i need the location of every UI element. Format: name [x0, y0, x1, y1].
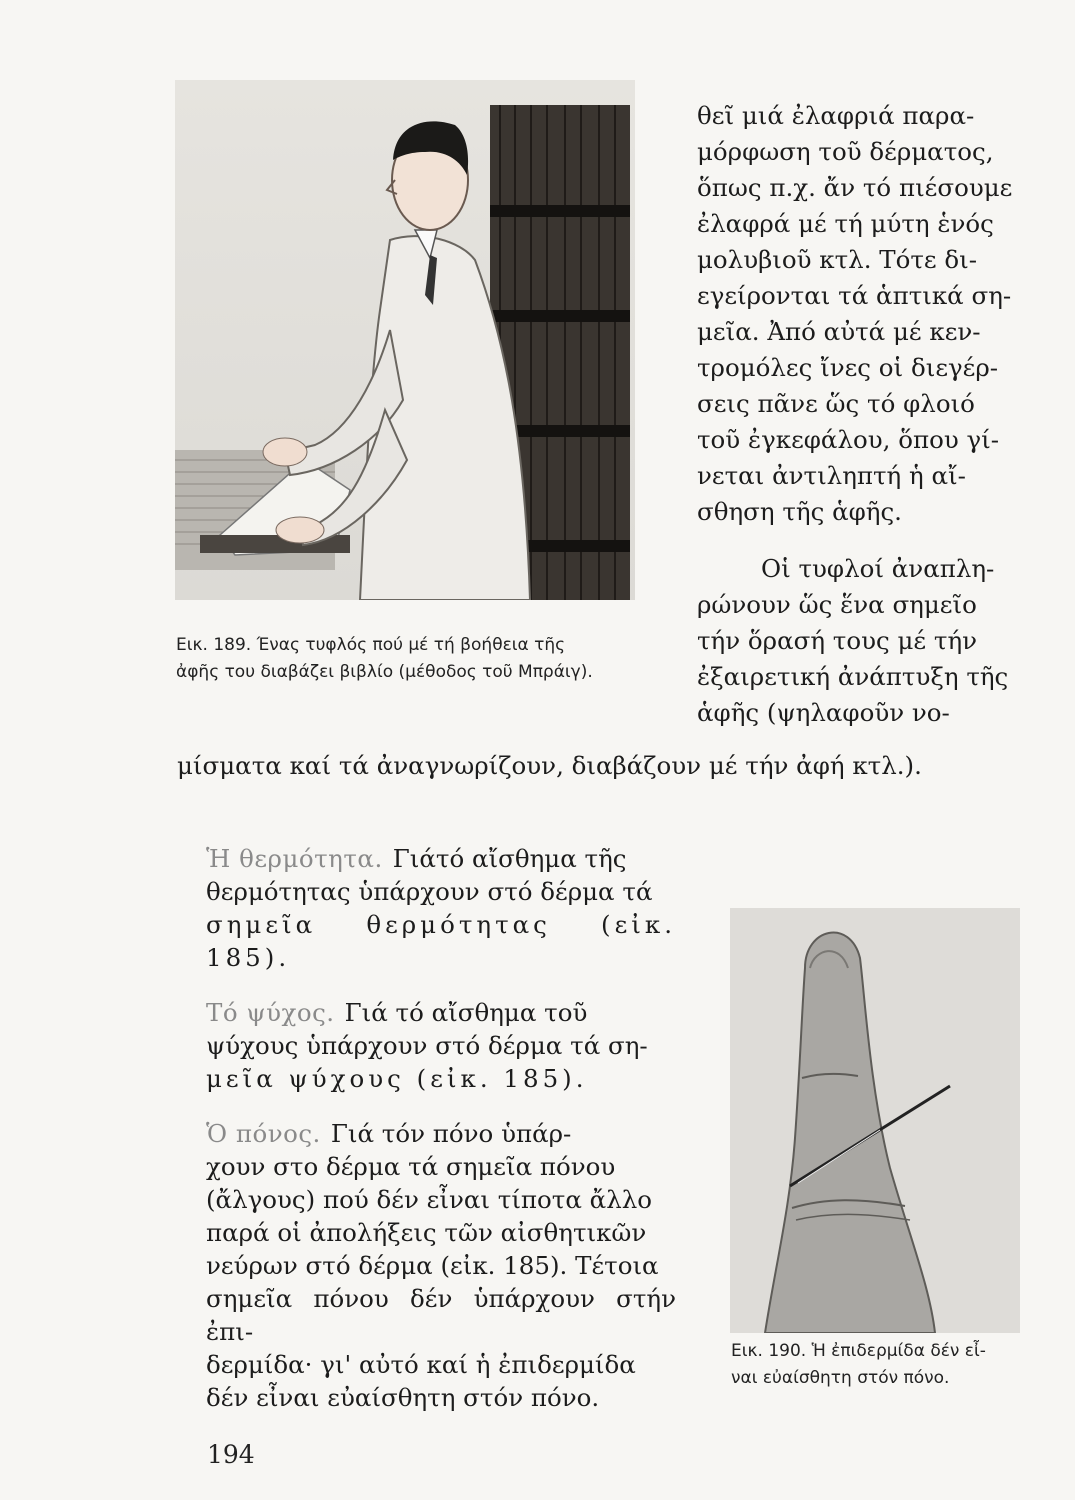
text-line: σεις πᾶνε ὥς τό φλοιό	[697, 389, 975, 418]
text-line: νεται ἀντιληπτή ἡ αἴ-	[697, 461, 966, 490]
text-line: χουν στο δέρμα τά σημεῖα πόνου	[206, 1152, 616, 1181]
text-line: ρώνουν ὥς ἕνα σημεῖο	[697, 590, 977, 619]
text-line: τήν ὅρασή τους μέ τήν	[697, 626, 978, 655]
text-line: μολυβιοῦ κτλ. Τότε δι-	[697, 245, 978, 274]
text-line: ἐλαφρά μέ τή μύτη ἑνός	[697, 209, 994, 238]
figure-190-caption	[731, 1338, 1051, 1392]
text-line: ψύχους ὑπάρχουν στό δέρμα τά ση-	[206, 1031, 648, 1060]
text-line: Γιάτό αἴσθημα τῆς	[392, 844, 627, 873]
section-pain	[206, 1117, 676, 1414]
text-line: τοῦ ἐγκεφάλου, ὅπου γί-	[697, 425, 1000, 454]
full-width-line: μίσματα καί τά ἀναγνωρίζουν, διαβάζουν μέ τήν ἀφή κτλ.).	[177, 751, 922, 780]
text-line: παρά οἱ ἀπολήξεις τῶν αἰσθητικῶν	[206, 1218, 647, 1247]
figure-189-caption	[176, 632, 656, 686]
text-line: εγείρονται τά ἁπτικά ση-	[697, 281, 1012, 310]
paragraph-touch-receptors	[697, 98, 1022, 530]
text-line: μόρφωση τοῦ δέρματος,	[697, 137, 994, 166]
text-line: θερμότητας ὑπάρχουν στό δέρμα τά	[206, 877, 653, 906]
section-heading-pain: Ὁ πόνος.	[206, 1119, 321, 1148]
text-line: σθηση τῆς ἁφῆς.	[697, 497, 902, 526]
text-line: νεύρων στό δέρμα (εἰκ. 185). Τέτοια	[206, 1251, 659, 1280]
section-warmth	[206, 842, 676, 974]
section-heading-warmth: Ἡ θερμότητα.	[206, 844, 383, 873]
caption-line: ἀφῆς του διαβάζει βιβλίο (μέθοδος τοῦ Μπράιγ).	[176, 662, 593, 682]
text-line: (ἄλγους) πού δέν εἶναι τίποτα ἄλλο	[206, 1185, 653, 1214]
text-line: ὅπως π.χ. ἄν τό πιέσουμε	[697, 173, 1013, 202]
figure-189-illustration	[175, 80, 635, 600]
text-line: σημεῖα πόνου δέν ὑπάρχουν στήν ἐπι-	[206, 1284, 676, 1346]
finger-needle-photo	[730, 908, 1020, 1333]
caption-line: Εικ. 189. Ένας τυφλός πού μέ τή βοήθεια τῆς	[176, 635, 566, 655]
text-line: τρομόλες ἴνες οἱ διεγέρ-	[697, 353, 999, 382]
text-line: δέν εἶναι εὐαίσθητη στόν πόνο.	[206, 1383, 600, 1412]
section-cold	[206, 996, 676, 1095]
paragraph-blind-people	[697, 551, 1022, 731]
text-line: θεῖ μιά ἐλαφριά παρα-	[697, 101, 975, 130]
text-line: ἁφῆς (ψηλαφοῦν νο-	[697, 698, 950, 727]
text-line: σημεῖα θερμότητας (εἰκ. 185).	[206, 910, 676, 972]
section-heading-cold: Τό ψύχος.	[206, 998, 335, 1027]
text-line: μεῖα ψύχους (εἰκ. 185).	[206, 1064, 588, 1093]
caption-line: Εικ. 190. Ἡ ἐπιδερμίδα δέν εἶ-	[731, 1341, 986, 1361]
text-line: ἐξαιρετική ἀνάπτυξη τῆς	[697, 662, 1009, 691]
left-column-text	[206, 842, 676, 1436]
figure-190-photo	[730, 908, 1020, 1333]
text-line: Γιά τόν πόνο ὑπάρ-	[330, 1119, 572, 1148]
text-line: Οἱ τυφλοί ἀναπλη-	[761, 554, 995, 583]
text-line: μεῖα. Ἀπό αὐτά μέ κεν-	[697, 317, 981, 346]
blind-reader-drawing	[175, 80, 635, 600]
right-column-text	[697, 98, 1022, 731]
page-number: 194	[207, 1440, 255, 1469]
caption-line: ναι εὐαίσθητη στόν πόνο.	[731, 1368, 950, 1388]
text-line: Γιά τό αἴσθημα τοῦ	[344, 998, 588, 1027]
text-line: δερμίδα· γι' αὐτό καί ἡ ἐπιδερμίδα	[206, 1350, 636, 1379]
